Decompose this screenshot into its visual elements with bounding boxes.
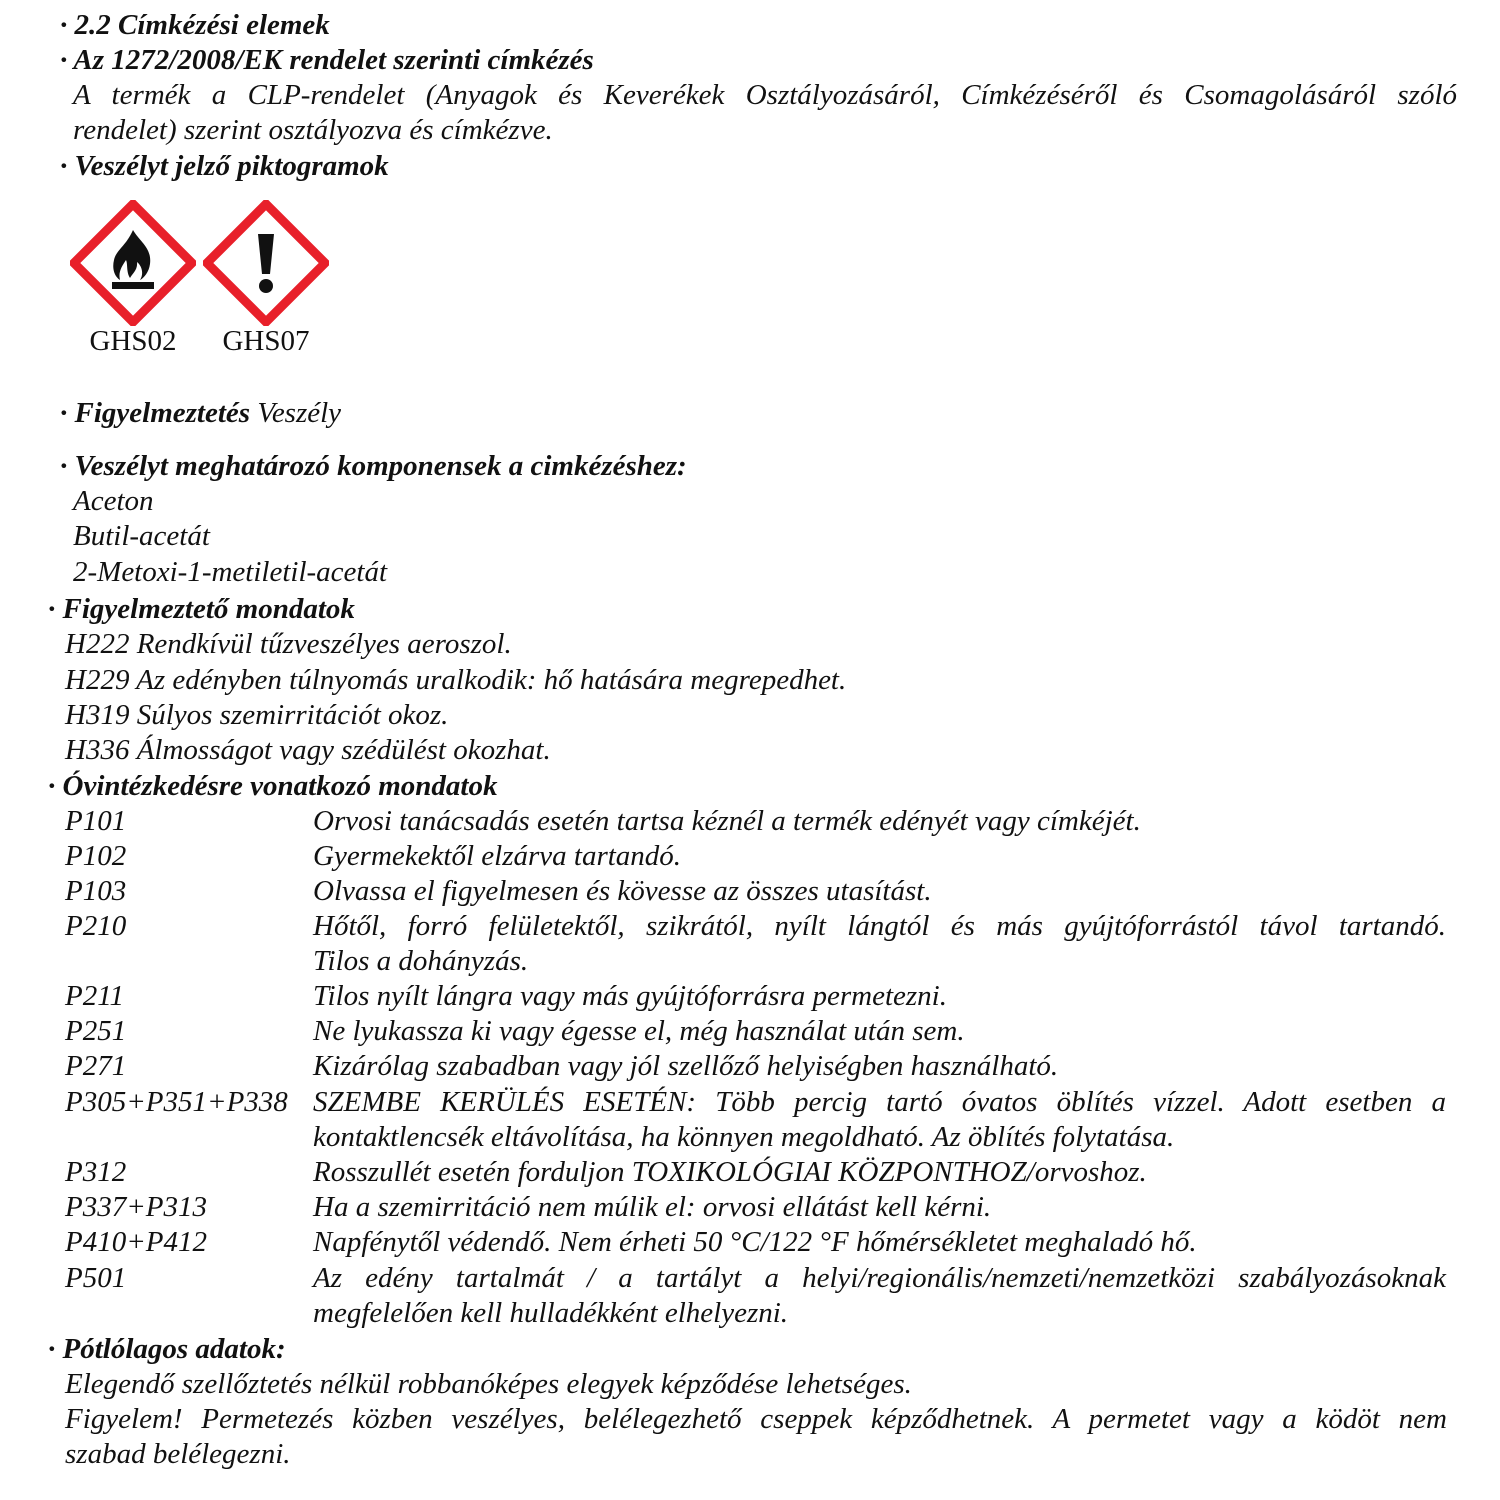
precaution-text: Napfénytől védendő. Nem érheti 50 °C/122 °F hőmérsékletet meghaladó hő.	[313, 1226, 1197, 1258]
flame-icon	[70, 200, 196, 326]
signal-word-label: · Figyelmeztetés	[60, 397, 251, 429]
hazard-heading: · Figyelmeztető mondatok	[48, 593, 355, 625]
pictogram-group	[70, 200, 340, 360]
hazard-statement: H229 Az edényben túlnyomás uralkodik: hő hatására megrepedhet.	[65, 664, 847, 696]
precaution-text: SZEMBE KERÜLÉS ESETÉN: Több percig tartó óvatos öblítés vízzel. Adott esetben a	[313, 1086, 1446, 1118]
regulation-heading: · Az 1272/2008/EK rendelet szerinti címkézés	[60, 44, 594, 76]
precaution-code: P410+P412	[65, 1226, 207, 1258]
precaution-code: P101	[65, 805, 127, 837]
component-item: Butil-acetát	[73, 520, 210, 552]
precaution-code: P102	[65, 840, 127, 872]
regulation-text-line-2: rendelet) szerint osztályozva és címkézve.	[73, 114, 553, 146]
precaution-code: P251	[65, 1015, 127, 1047]
supplementary-heading: · Pótlólagos adatok:	[48, 1333, 286, 1365]
precaution-text-continued: kontaktlencsék eltávolítása, ha könnyen megoldható. Az öblítés folytatása.	[313, 1121, 1175, 1153]
hazard-statement: H222 Rendkívül tűzveszélyes aeroszol.	[65, 628, 512, 660]
ghs07-pictogram	[203, 200, 329, 326]
precaution-heading: · Óvintézkedésre vonatkozó mondatok	[48, 770, 498, 802]
component-item: Aceton	[73, 485, 154, 517]
precaution-code: P501	[65, 1262, 127, 1294]
components-heading: · Veszélyt meghatározó komponensek a cimkézéshez:	[60, 450, 687, 482]
precaution-text-continued: megfelelően kell hulladékként elhelyezni.	[313, 1297, 789, 1329]
ghs07-label: GHS07	[222, 325, 310, 357]
precaution-text: Olvassa el figyelmesen és kövesse az összes utasítást.	[313, 875, 932, 907]
precaution-code: P211	[65, 980, 125, 1012]
precaution-code: P312	[65, 1156, 127, 1188]
ghs02-label: GHS02	[89, 325, 177, 357]
exclamation-icon	[203, 200, 329, 326]
pictograms-heading: · Veszélyt jelző piktogramok	[60, 150, 389, 182]
supplementary-line: szabad belélegezni.	[65, 1438, 291, 1470]
supplementary-line: Figyelem! Permetezés közben veszélyes, belélegezhető cseppek képződhetnek. A permetet vagy a ködöt nem	[65, 1403, 1447, 1435]
precaution-text: Gyermekektől elzárva tartandó.	[313, 840, 682, 872]
hazard-statement: H336 Álmosságot vagy szédülést okozhat.	[65, 734, 551, 766]
component-item: 2-Metoxi-1-metiletil-acetát	[73, 556, 388, 588]
regulation-text-line-1: A termék a CLP-rendelet (Anyagok és Keverékek Osztályozásáról, Címkézéséről és Csomagolásáról szóló	[73, 79, 1457, 111]
ghs02-pictogram	[70, 200, 196, 326]
precaution-text: Az edény tartalmát / a tartályt a helyi/regionális/nemzeti/nemzetközi szabályozásoknak	[313, 1262, 1446, 1294]
precaution-text: Hőtől, forró felületektől, szikrától, nyílt lángtól és más gyújtóforrástól távol tartandó.	[313, 910, 1446, 942]
supplementary-line: Elegendő szellőztetés nélkül robbanóképes elegyek képződése lehetséges.	[65, 1368, 912, 1400]
precaution-text: Rosszullét esetén forduljon TOXIKOLÓGIAI KÖZPONTHOZ/orvoshoz.	[313, 1156, 1147, 1188]
precaution-code: P103	[65, 875, 127, 907]
precaution-code: P337+P313	[65, 1191, 207, 1223]
precaution-text-continued: Tilos a dohányzás.	[313, 945, 529, 977]
precaution-text: Ha a szemirritáció nem múlik el: orvosi ellátást kell kérni.	[313, 1191, 992, 1223]
precaution-text: Kizárólag szabadban vagy jól szellőző helyiségben használható.	[313, 1050, 1059, 1082]
signal-word-value: Veszély	[257, 397, 342, 429]
precaution-text: Ne lyukassza ki vagy égesse el, még használat után sem.	[313, 1015, 965, 1047]
hazard-statement: H319 Súlyos szemirritációt okoz.	[65, 699, 449, 731]
precaution-code: P305+P351+P338	[65, 1086, 288, 1118]
precaution-code: P210	[65, 910, 127, 942]
precaution-code: P271	[65, 1050, 127, 1082]
signal-word	[60, 396, 341, 430]
section-title: · 2.2 Címkézési elemek	[60, 9, 330, 41]
precaution-text: Tilos nyílt lángra vagy más gyújtóforrásra permetezni.	[313, 980, 947, 1012]
precaution-text: Orvosi tanácsadás esetén tartsa kéznél a termék edényét vagy címkéjét.	[313, 805, 1141, 837]
